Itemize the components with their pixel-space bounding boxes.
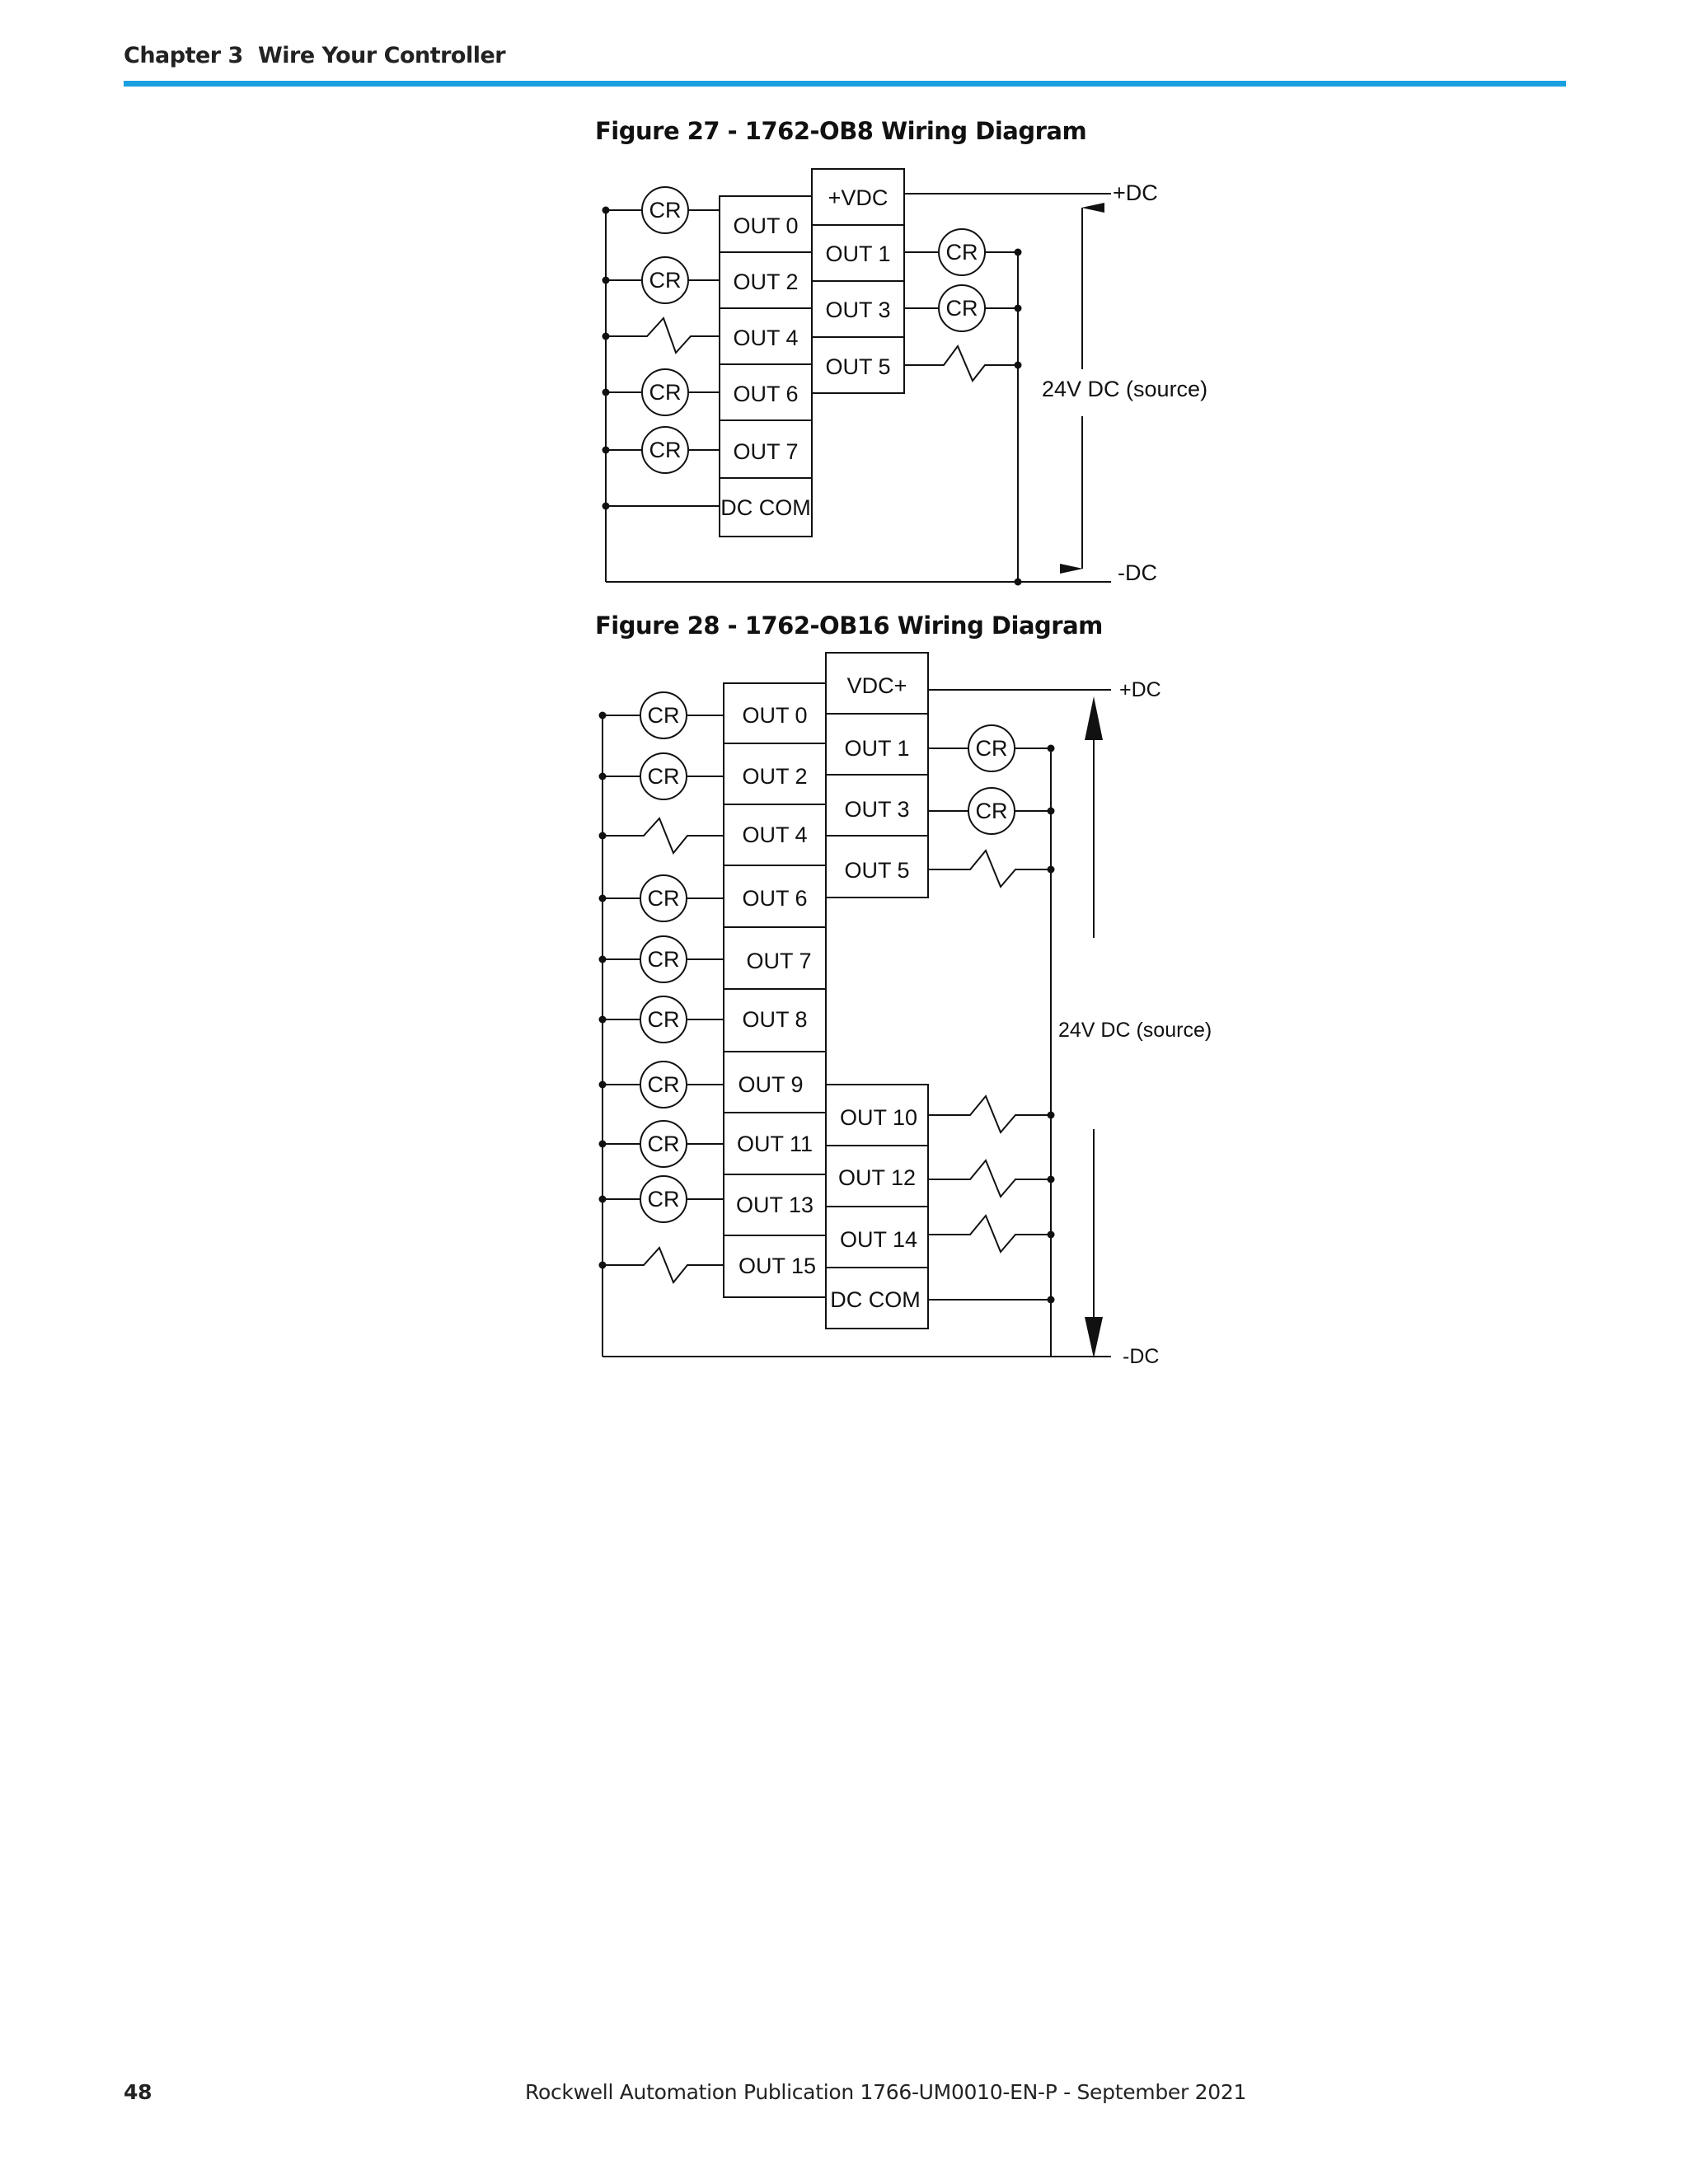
page-number: 48 — [124, 2080, 152, 2104]
minus-dc-label: -DC — [1123, 1345, 1160, 1368]
terminal-label: OUT 10 — [839, 1105, 918, 1130]
cr-label: CR — [647, 886, 680, 911]
plus-dc-label: +DC — [1119, 678, 1161, 701]
terminal-label: OUT 4 — [742, 823, 808, 847]
chapter-title: Wire Your Controller — [258, 43, 506, 68]
resistive-load-icon — [603, 818, 724, 853]
cr-label: CR — [649, 438, 682, 462]
cr-label: CR — [647, 947, 680, 972]
terminal-label: OUT 7 — [746, 949, 812, 973]
terminal-label: DC COM — [720, 495, 811, 520]
resistive-load-icon — [603, 1248, 724, 1282]
terminal-label: OUT 5 — [825, 354, 891, 379]
terminal-label: OUT 1 — [844, 736, 910, 761]
terminal-label: OUT 8 — [742, 1007, 808, 1032]
terminal-label: OUT 0 — [733, 213, 799, 238]
terminal-label: OUT 2 — [742, 764, 808, 789]
supply-voltage-label: 24V DC (source) — [1042, 377, 1208, 401]
resistive-load-icon — [928, 1216, 1051, 1252]
terminal-label: OUT 12 — [837, 1165, 917, 1190]
figure-28-title: Figure 28 - 1762-OB16 Wiring Diagram — [595, 612, 1103, 640]
terminal-label: OUT 5 — [844, 858, 910, 883]
terminal-label: OUT 0 — [742, 703, 808, 728]
terminal-label: DC COM — [830, 1287, 921, 1312]
left-terminal-block — [720, 196, 812, 537]
terminal-label: OUT 3 — [825, 298, 891, 322]
cr-label: CR — [945, 296, 978, 321]
terminal-label: OUT 6 — [742, 886, 808, 911]
terminal-label: OUT 11 — [736, 1132, 814, 1156]
terminal-label: OUT 2 — [733, 269, 799, 294]
figure-27-title: Figure 27 - 1762-OB8 Wiring Diagram — [595, 117, 1087, 145]
terminal-label: OUT 9 — [738, 1072, 804, 1097]
resistive-load-icon — [928, 1096, 1051, 1132]
cr-label: CR — [647, 1187, 680, 1212]
terminal-label: +VDC — [828, 185, 889, 210]
cr-label: CR — [649, 198, 682, 223]
plus-dc-label: +DC — [1113, 180, 1158, 205]
terminal-label: OUT 4 — [733, 326, 799, 350]
terminal-label: OUT 13 — [735, 1193, 814, 1217]
terminal-label: OUT 3 — [844, 797, 910, 822]
minus-dc-label: -DC — [1118, 560, 1157, 585]
terminal-label: OUT 14 — [839, 1227, 918, 1252]
resistive-load-icon — [928, 851, 1051, 887]
cr-label: CR — [649, 380, 682, 405]
resistive-load-icon — [928, 1160, 1051, 1197]
cr-label: CR — [975, 736, 1008, 761]
terminal-label: OUT 1 — [825, 241, 891, 266]
terminal-label: OUT 6 — [733, 382, 799, 406]
cr-label: CR — [647, 764, 680, 789]
publication-info: Rockwell Automation Publication 1766-UM0010-EN-P - September 2021 — [525, 2080, 1247, 2104]
chapter-label: Chapter 3 — [124, 43, 243, 68]
cr-label: CR — [945, 240, 978, 265]
terminal-label: OUT 7 — [733, 439, 799, 464]
terminal-label: VDC+ — [846, 673, 907, 698]
supply-voltage-label: 24V DC (source) — [1058, 1019, 1212, 1042]
resistive-load-icon — [904, 346, 1018, 381]
cr-label: CR — [647, 1007, 680, 1032]
cr-label: CR — [975, 799, 1008, 823]
cr-label: CR — [647, 1072, 680, 1097]
cr-label: CR — [649, 268, 682, 293]
resistive-load-icon — [606, 318, 720, 353]
cr-label: CR — [647, 703, 680, 728]
terminal-label: OUT 15 — [738, 1254, 817, 1278]
cr-label: CR — [647, 1132, 680, 1156]
